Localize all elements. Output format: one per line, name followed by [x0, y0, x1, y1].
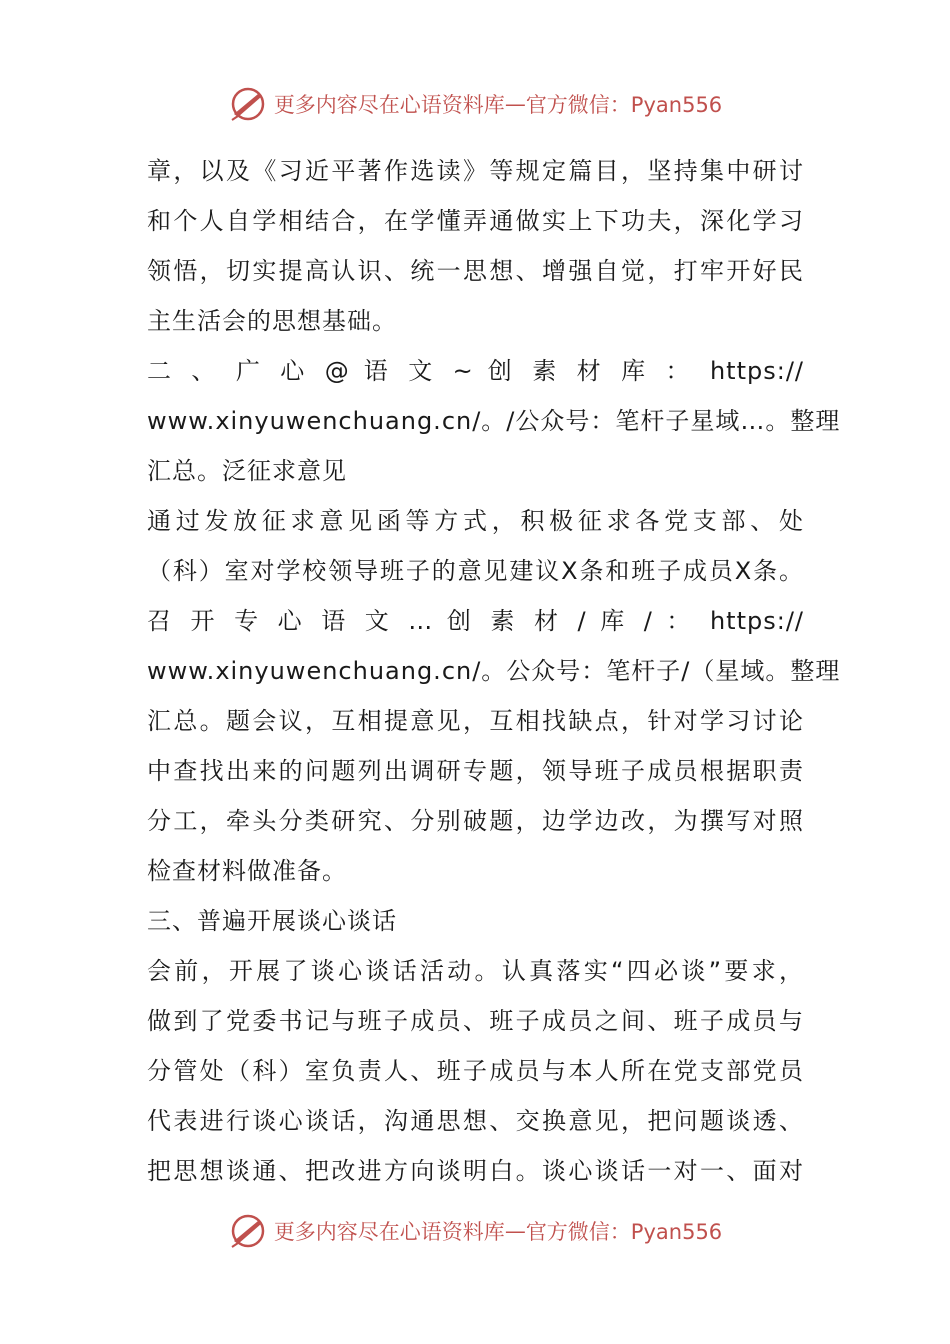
text-line: 分管处（科）室负责人、班子成员与本人所在党支部党员 — [147, 1057, 804, 1085]
text-line: 召 开 专 心 语 文 … 创 素 材 / 库 / ： https:// — [147, 607, 804, 635]
header-brand-text: 更多内容尽在心语资料库 — [273, 93, 505, 117]
text-line: 分工，牵头分类研究、分别破题，边学边改，为撰写对照 — [147, 807, 804, 835]
text-line: 汇总。题会议，互相提意见，互相找缺点，针对学习讨论 — [147, 707, 804, 735]
section-heading: 三、普遍开展谈心谈话 — [147, 907, 397, 935]
footer-brand-text: 更多内容尽在心语资料库 — [273, 1220, 505, 1244]
text-line: 主生活会的思想基础。 — [147, 307, 397, 335]
text-line: 章，以及《习近平著作选读》等规定篇目，坚持集中研讨 — [147, 157, 804, 185]
text-line: 二 、 广 心 @ 语 文 ~ 创 素 材 库 ： https:// — [147, 357, 804, 385]
text-line: （科）室对学校领导班子的意见建议X条和班子成员X条。 — [147, 557, 804, 585]
text-line: 做到了党委书记与班子成员、班子成员之间、班子成员与 — [147, 1007, 804, 1035]
header-separator: — — [504, 92, 526, 116]
text-line: 会前，开展了谈心谈话活动。认真落实“四必谈”要求， — [147, 957, 804, 985]
header-wechat-text: 官方微信：Pyan556 — [525, 93, 723, 117]
text-line: 检查材料做准备。 — [147, 857, 347, 885]
footer-wechat-text: 官方微信：Pyan556 — [525, 1220, 723, 1244]
pen-logo-icon — [228, 1211, 268, 1251]
footer-banner — [0, 1211, 950, 1251]
text-line: 领悟，切实提高认识、统一思想、增强自觉，打牢开好民 — [147, 257, 804, 285]
footer-separator: — — [504, 1219, 526, 1243]
text-line: www.xinyuwenchuang.cn/。公众号：笔杆子/（星域。整理 — [147, 657, 841, 685]
text-line: www.xinyuwenchuang.cn/。/公众号：笔杆子星域…。整理 — [147, 407, 841, 435]
text-line: 中查找出来的问题列出调研专题，领导班子成员根据职责 — [147, 757, 804, 785]
pen-logo-icon — [228, 84, 268, 124]
text-line: 把思想谈通、把改进方向谈明白。谈心谈话一对一、面对 — [147, 1157, 804, 1185]
document-body — [147, 146, 841, 1196]
section-heading: 汇总。泛征求意见 — [147, 457, 347, 485]
text-line: 和个人自学相结合，在学懂弄通做实上下功夫，深化学习 — [147, 207, 804, 235]
text-line: 代表进行谈心谈话，沟通思想、交换意见，把问题谈透、 — [147, 1107, 804, 1135]
text-line: 通过发放征求意见函等方式，积极征求各党支部、处 — [147, 507, 804, 535]
header-banner — [0, 84, 950, 124]
